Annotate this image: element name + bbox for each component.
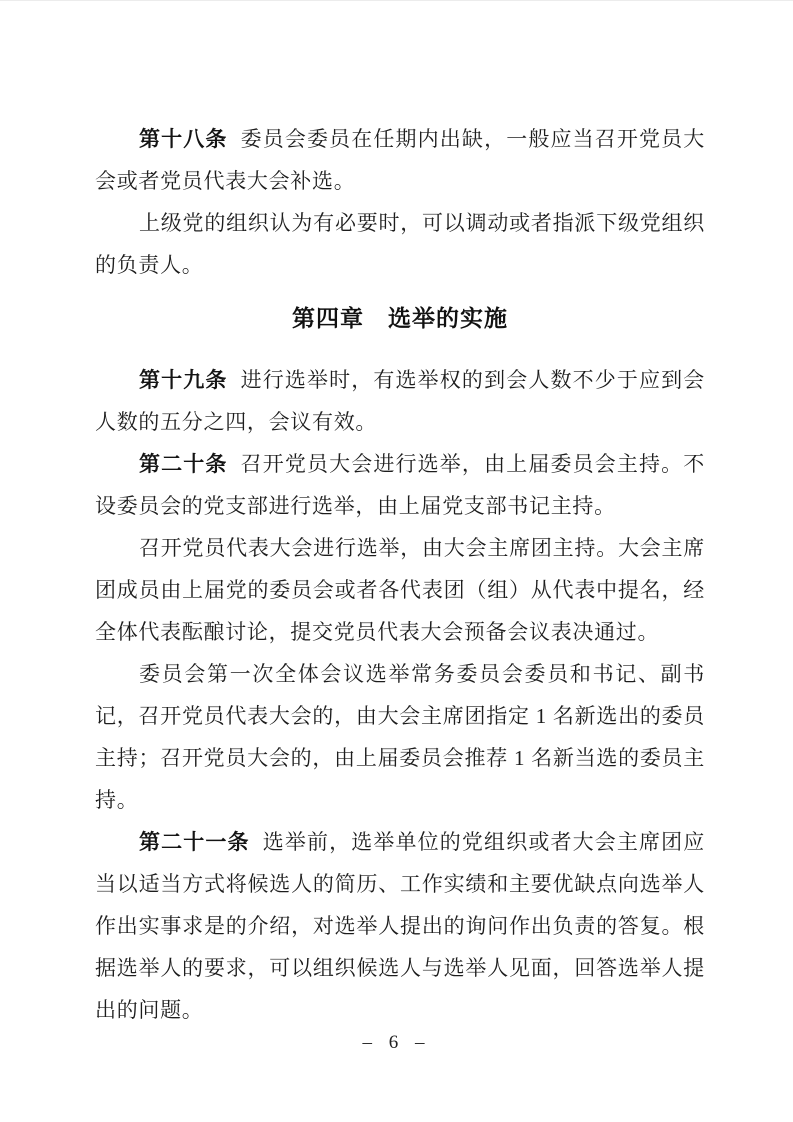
article-text-21: 选举前，选举单位的党组织或者大会主席团应当以适当方式将候选人的简历、工作实绩和主要优缺点向选举人作出实事求是的介绍，对选举人提出的询问作出负责的答复。根据选举人的要求，可以组织候选人与选举人见面，回答选举人提出的问题。	[95, 830, 705, 1022]
body-paragraph	[95, 653, 705, 821]
article-number-21: 第二十一条	[139, 830, 250, 854]
chapter-heading: 第四章 选举的实施	[292, 305, 508, 331]
article-number-20: 第二十条	[139, 452, 228, 476]
article-text-20: 召开党员大会进行选举，由上届委员会主持。不设委员会的党支部进行选举，由上届党支部书记主持。	[95, 452, 705, 518]
article-text-18: 委员会委员在任期内出缺，一般应当召开党员大会或者党员代表大会补选。	[95, 127, 705, 193]
article-number-18: 第十八条	[139, 127, 228, 151]
document-body	[95, 118, 705, 1031]
body-paragraph-text: 委员会第一次全体会议选举常务委员会委员和书记、副书记，召开党员代表大会的，由大会主席团指定 1 名新选出的委员主持；召开党员大会的，由上届委员会推荐 1 名新当选的委员主持。	[95, 662, 705, 812]
body-paragraph	[95, 202, 705, 286]
body-paragraph-text: 上级党的组织认为有必要时，可以调动或者指派下级党组织的负责人。	[95, 211, 705, 277]
article-number-19: 第十九条	[139, 368, 228, 392]
body-paragraph	[95, 527, 705, 653]
article-paragraph-20	[95, 443, 705, 527]
article-paragraph-18	[95, 118, 705, 202]
article-paragraph-19	[95, 359, 705, 443]
page-number: – 6 –	[362, 1032, 431, 1053]
article-text-19: 进行选举时，有选举权的到会人数不少于应到会人数的五分之四，会议有效。	[95, 368, 705, 434]
body-paragraph-text: 召开党员代表大会进行选举，由大会主席团主持。大会主席团成员由上届党的委员会或者各代表团（组）从代表中提名，经全体代表酝酿讨论，提交党员代表大会预备会议表决通过。	[95, 536, 705, 644]
article-paragraph-21	[95, 821, 705, 1031]
